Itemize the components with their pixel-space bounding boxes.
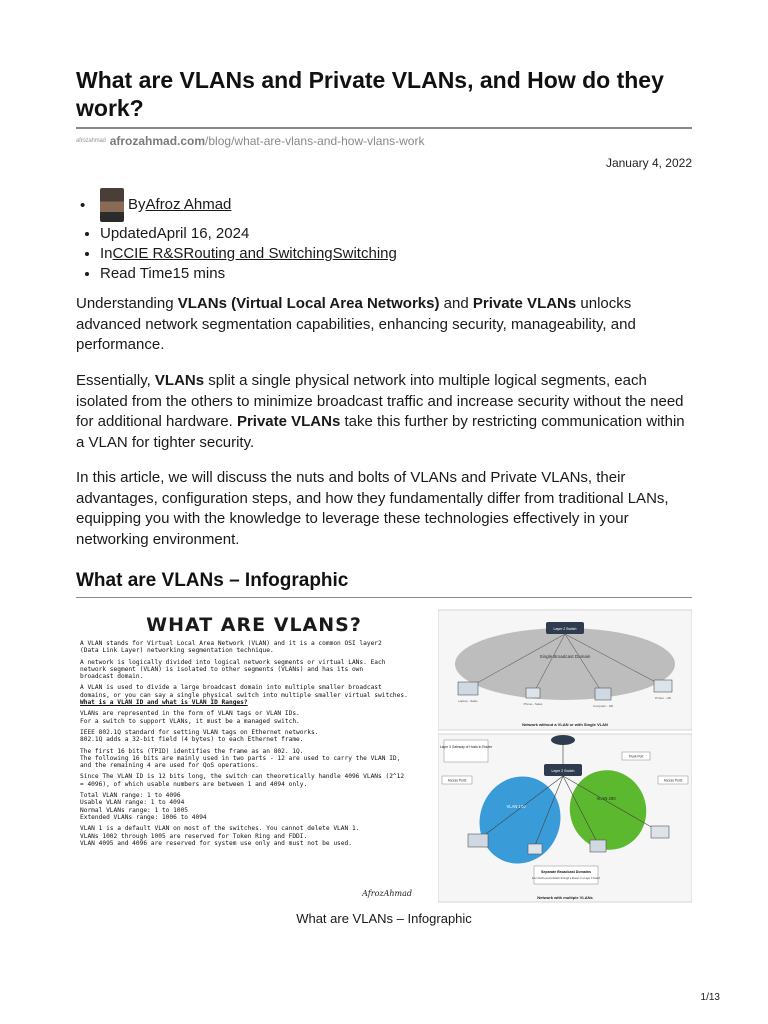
infographic-line: VLANs are represented in the form of VLAN tags or VLAN IDs. [80,710,300,718]
trunk-port-label: Trunk Port [628,754,644,759]
meta-read-time [100,264,397,284]
top-device-label: Laptop - Sales [458,699,478,703]
post-meta-list [76,186,397,284]
author-avatar [100,188,124,222]
infographic-line: A VLAN is used to divide a large broadcast domain into multiple smaller broadcast [80,684,382,692]
infographic-line: The following 16 bits are mainly used in two parts - 12 are used to carry the VLAN ID, [80,754,401,762]
computer-icon [595,688,611,700]
source-domain: afrozahmad.com [109,134,206,148]
infographic-line: Extended VLANs range: 1006 to 4094 [80,813,207,821]
category-link-routing[interactable]: Routing and Switching [183,245,333,262]
printer-icon [654,680,672,692]
infographic-title: WHAT ARE VLANS? [146,614,362,636]
infographic-line: and the remaining 4 are used for QoS operations. [80,762,259,770]
top-switch-label: Layer 2 Switch [553,627,577,631]
infographic-line: VLAN 1 is a default VLAN on most of the switches. You cannot delete VLAN 1. [80,825,360,833]
article-date: January 4, 2022 [605,156,692,170]
page-title: What are VLANs and Private VLANs, and How do they work? [76,67,664,121]
separate-domains-title: Separate Broadcast Domains [541,870,591,874]
meta-author [100,186,397,224]
author-link[interactable]: Afroz Ahmad [145,196,232,213]
infographic-line: (Data Link Layer) networking segmentation technique. [80,647,274,655]
infographic-line: 802.1Q adds a 32-bit field (4 bytes) to each Ethernet frame. [80,736,304,744]
vlan-200-label: VLAN 200 [596,796,616,801]
in-prefix: In [100,245,113,262]
page-number: 1/13 [700,992,720,1003]
site-favicon: afrozahmad [76,138,106,144]
source-path: /blog/what-are-vlans-and-how-vlans-work [205,134,425,148]
category-link-switching[interactable]: Switching [332,245,397,262]
source-line [76,134,424,148]
access-ports-right-label: Access Ports [663,778,683,783]
printer-icon [651,826,669,838]
intro-paragraph-3: In this article, we will discuss the nuts and bolts of VLANs and Private VLANs, their advantages, configuration steps, and how they fundamentally differ from traditional LANs, equipping you with the knowledge to leverage these technologies effectively in your networking environment. [76,469,669,548]
intro-paragraph-2: Essentially, VLANs split a single physical network into multiple logical segments, each isolated from the others to minimize broadcast traffic and increase security without the need for additional hardware. Private VLANs take this further by restricting communication within a VLAN for tighter security. [76,372,685,451]
read-time: 15 mins [172,265,226,282]
source-link[interactable] [110,134,425,148]
router-note-label: Layer 3 Gateway of Hosts in Router [439,745,493,749]
infographic-line: The first 16 bits (TPID) identifies the frame as an 802. 1Q. [80,747,304,755]
laptop-icon [458,682,478,695]
infographic-figure [76,608,692,906]
infographic-text-panel [76,608,432,904]
meta-updated [100,224,397,244]
infographic-line: Total VLAN range: 1 to 4096 [80,792,181,800]
phone-icon [528,844,542,854]
top-device-label: Phone - Sales [523,702,543,706]
bottom-switch-label: Layer 2 Switch [551,769,575,773]
infographic-line: Normal VLANs range: 1 to 1005 [80,806,189,814]
top-domain-label: Single Broadcast Domain [539,654,591,659]
category-link-ccie[interactable]: CCIE R&S [112,245,184,262]
infographic-line: network segment (VLAN) is isolated to other segments (VLANs) and has its own [80,665,364,673]
figure-caption: What are VLANs – Infographic [296,911,472,926]
vlan-100-label: VLAN 100 [506,804,526,809]
by-prefix: • By [128,196,146,213]
top-diagram-caption: Network without a VLAN or with Single VLAN [522,722,608,727]
infographic-line: VLAN 4095 and 4096 are reserved for system use only and must not be used. [80,839,352,847]
read-prefix: Read Time [100,265,173,282]
top-device-label: Printer - HR [655,696,671,700]
infographic-lines [80,640,428,847]
router-note [444,740,488,762]
access-ports-left-label: Access Ports [447,778,467,783]
phone-icon [526,688,540,698]
infographic-line: domains, or you can say a single physical switch into multiple smaller virtual switches. [80,691,408,699]
intro-paragraph-1: Understanding VLANs (Virtual Local Area Networks) and Private VLANs unlocks advanced network segmentation capabilities, enhancing security, manageability, and performance. [76,295,636,353]
infographic-line: A VLAN stands for Virtual Local Area Network (VLAN) and it is a common OSI layer2 [80,640,382,647]
infographic-line: Usable VLAN range: 1 to 4094 [80,799,185,807]
meta-categories [100,244,397,264]
separate-domains-note [534,866,598,884]
infographic-line: For a switch to support VLANs, it must be a managed switch. [80,717,300,725]
infographic-line: IEEE 802.1Q standard for setting VLAN tags on Ethernet networks. [80,728,319,736]
infographic-line: Since The VLAN ID is 12 bits long, the switch can theoretically handle 4096 VLANs (2^12 [80,773,405,781]
infographic-line: A network is logically divided into logical network segments or virtual LANs. Each [80,658,386,666]
updated-prefix: Updated [100,225,157,242]
computer-icon [590,840,606,852]
infographic-subheading: What is a VLAN ID and what is VLAN ID Ranges? [80,699,248,707]
updated-date: April 16, 2024 [156,225,250,242]
infographic-line: = 4096), of which usable numbers are between 1 and 4094 only. [80,780,308,788]
top-device-label: Computer - HR [592,704,614,708]
section-heading: What are VLANs – Infographic [76,570,349,591]
infographic-signature: AfrozAhmad [362,889,412,898]
single-broadcast-domain [455,628,675,700]
router-icon [551,735,575,745]
separate-domains-sub: Inter VLAN communication through a Router or a Layer 3 Switch [531,877,601,880]
infographic-line: broadcast domain. [80,673,144,681]
infographic-line: VLANs 1002 through 1005 are reserved for Token Ring and FDDI. [80,832,308,840]
laptop-icon [468,834,488,847]
vlan-diagram [438,608,692,904]
title-divider [76,127,692,129]
section-divider [76,597,692,598]
bottom-diagram-caption: Network with multiple VLANs [537,895,593,900]
